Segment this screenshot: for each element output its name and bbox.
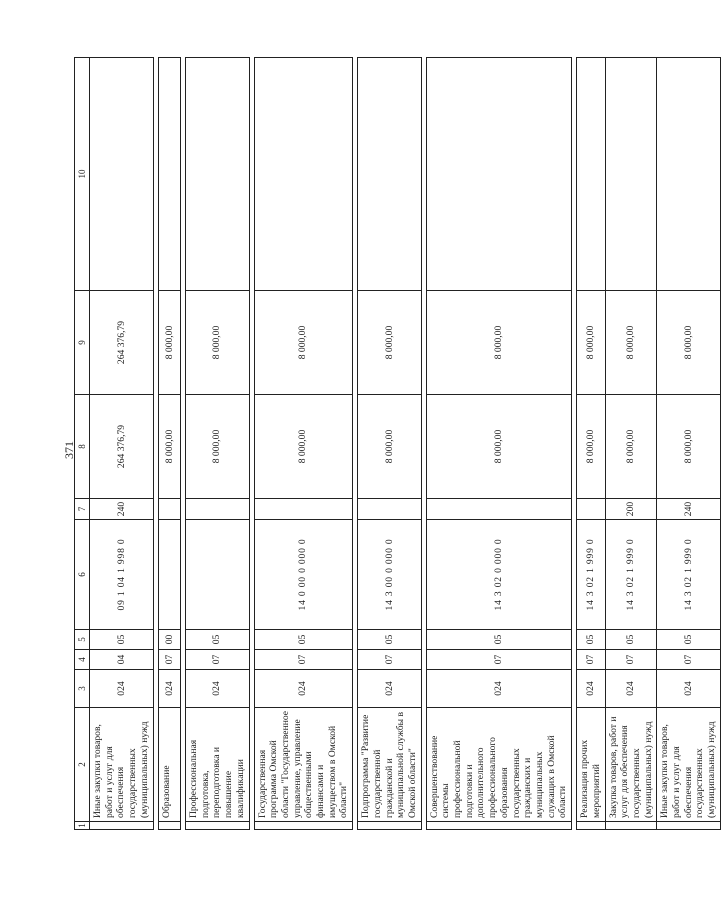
ministry-code-cell: 024 (186, 670, 250, 708)
item-name-cell: Образование (159, 708, 181, 822)
column-number-cell: 5 (75, 630, 90, 650)
amount-cell: 8 000,00 (426, 395, 571, 499)
blank-cell (577, 822, 605, 830)
note-cell (426, 58, 571, 291)
table-row (657, 58, 721, 830)
budget-table (74, 57, 721, 830)
note-cell (657, 58, 721, 291)
expense-type-cell (186, 499, 250, 520)
ministry-code-cell: 024 (657, 670, 721, 708)
expense-type-cell (159, 499, 181, 520)
column-number-row (75, 58, 90, 830)
amount-cell: 8 000,00 (657, 291, 721, 395)
blank-cell (358, 822, 422, 830)
amount-cell: 264 376,79 (90, 291, 154, 395)
table-row (90, 58, 154, 830)
item-name-cell: Подпрограмма "Развитие государственной гражданской и муниципальной службы в Омской области" (358, 708, 422, 822)
subsection-cell: 05 (358, 630, 422, 650)
note-cell (254, 58, 353, 291)
amount-cell: 8 000,00 (159, 395, 181, 499)
note-cell (577, 58, 605, 291)
amount-cell: 8 000,00 (605, 291, 657, 395)
blank-cell (254, 822, 353, 830)
column-number-cell: 1 (75, 822, 90, 830)
ministry-code-cell: 024 (605, 670, 657, 708)
blank-cell (159, 822, 181, 830)
amount-cell: 8 000,00 (159, 291, 181, 395)
expense-type-cell (358, 499, 422, 520)
table-body (75, 58, 721, 830)
amount-cell: 8 000,00 (605, 395, 657, 499)
section-cell: 07 (577, 650, 605, 670)
target-article-cell: 09 1 04 1 998 0 (90, 520, 154, 630)
amount-cell: 8 000,00 (186, 395, 250, 499)
amount-cell: 8 000,00 (577, 395, 605, 499)
amount-cell: 8 000,00 (254, 291, 353, 395)
ministry-code-cell: 024 (254, 670, 353, 708)
note-cell (186, 58, 250, 291)
blank-cell (657, 822, 721, 830)
section-cell: 07 (186, 650, 250, 670)
target-article-cell: 14 3 00 0 000 0 (358, 520, 422, 630)
amount-cell: 8 000,00 (254, 395, 353, 499)
subsection-cell: 05 (605, 630, 657, 650)
target-article-cell (159, 520, 181, 630)
subsection-cell: 05 (186, 630, 250, 650)
note-cell (358, 58, 422, 291)
section-cell: 07 (605, 650, 657, 670)
ministry-code-cell: 024 (358, 670, 422, 708)
target-article-cell: 14 3 02 1 999 0 (657, 520, 721, 630)
column-number-cell: 8 (75, 395, 90, 499)
column-number-cell: 3 (75, 670, 90, 708)
blank-cell (605, 822, 657, 830)
note-cell (159, 58, 181, 291)
rotated-budget-table (74, 57, 721, 830)
column-number-cell: 4 (75, 650, 90, 670)
subsection-cell: 05 (426, 630, 571, 650)
column-number-cell: 2 (75, 708, 90, 822)
expense-type-cell: 240 (657, 499, 721, 520)
amount-cell: 8 000,00 (426, 291, 571, 395)
item-name-cell: Иные закупки товаров, работ и услуг для обеспечения государственных (муниципальных) нужд (90, 708, 154, 822)
item-name-cell: Закупка товаров, работ и услуг для обеспечения государственных (муниципальных) нужд (605, 708, 657, 822)
expense-type-cell: 200 (605, 499, 657, 520)
section-cell: 07 (426, 650, 571, 670)
subsection-cell: 05 (577, 630, 605, 650)
amount-cell: 264 376,79 (90, 395, 154, 499)
ministry-code-cell: 024 (90, 670, 154, 708)
expense-type-cell (577, 499, 605, 520)
blank-cell (186, 822, 250, 830)
section-cell: 07 (657, 650, 721, 670)
item-name-cell: Реализация прочих мероприятий (577, 708, 605, 822)
page-number: 371 (62, 441, 76, 459)
table-row (605, 58, 657, 830)
section-cell: 07 (254, 650, 353, 670)
amount-cell: 8 000,00 (577, 291, 605, 395)
amount-cell: 8 000,00 (358, 291, 422, 395)
subsection-cell: 05 (657, 630, 721, 650)
expense-type-cell (254, 499, 353, 520)
target-article-cell: 14 3 02 1 999 0 (577, 520, 605, 630)
blank-cell (426, 822, 571, 830)
subsection-cell: 05 (254, 630, 353, 650)
amount-cell: 8 000,00 (186, 291, 250, 395)
section-cell: 07 (358, 650, 422, 670)
item-name-cell: Иные закупки товаров, работ и услуг для обеспечения государственных (муниципальных) нужд (657, 708, 721, 822)
section-cell: 04 (90, 650, 154, 670)
expense-type-cell (426, 499, 571, 520)
target-article-cell: 14 3 02 0 000 0 (426, 520, 571, 630)
amount-cell: 8 000,00 (358, 395, 422, 499)
column-number-cell: 6 (75, 520, 90, 630)
table-row (159, 58, 181, 830)
note-cell (605, 58, 657, 291)
amount-cell: 8 000,00 (657, 395, 721, 499)
note-cell (90, 58, 154, 291)
item-name-cell: Государственная программа Омской области "Государственное управление, управление общественными финансами и имуществом в Омской области" (254, 708, 353, 822)
subsection-cell: 00 (159, 630, 181, 650)
column-number-cell: 10 (75, 58, 90, 291)
table-row (254, 58, 353, 830)
target-article-cell: 14 0 00 0 000 0 (254, 520, 353, 630)
expense-type-cell: 240 (90, 499, 154, 520)
table-row (426, 58, 571, 830)
table-row (577, 58, 605, 830)
column-number-cell: 9 (75, 291, 90, 395)
column-number-cell: 7 (75, 499, 90, 520)
target-article-cell (186, 520, 250, 630)
target-article-cell: 14 3 02 1 999 0 (605, 520, 657, 630)
item-name-cell: Совершенствование системы профессиональной подготовки и дополнительного профессионального образования государственных гражданских и муниципальных служащих в Омской области (426, 708, 571, 822)
blank-cell (90, 822, 154, 830)
item-name-cell: Профессиональная подготовка, переподготовка и повышение квалификации (186, 708, 250, 822)
subsection-cell: 05 (90, 630, 154, 650)
table-row (186, 58, 250, 830)
section-cell: 07 (159, 650, 181, 670)
ministry-code-cell: 024 (159, 670, 181, 708)
table-row (358, 58, 422, 830)
ministry-code-cell: 024 (577, 670, 605, 708)
ministry-code-cell: 024 (426, 670, 571, 708)
